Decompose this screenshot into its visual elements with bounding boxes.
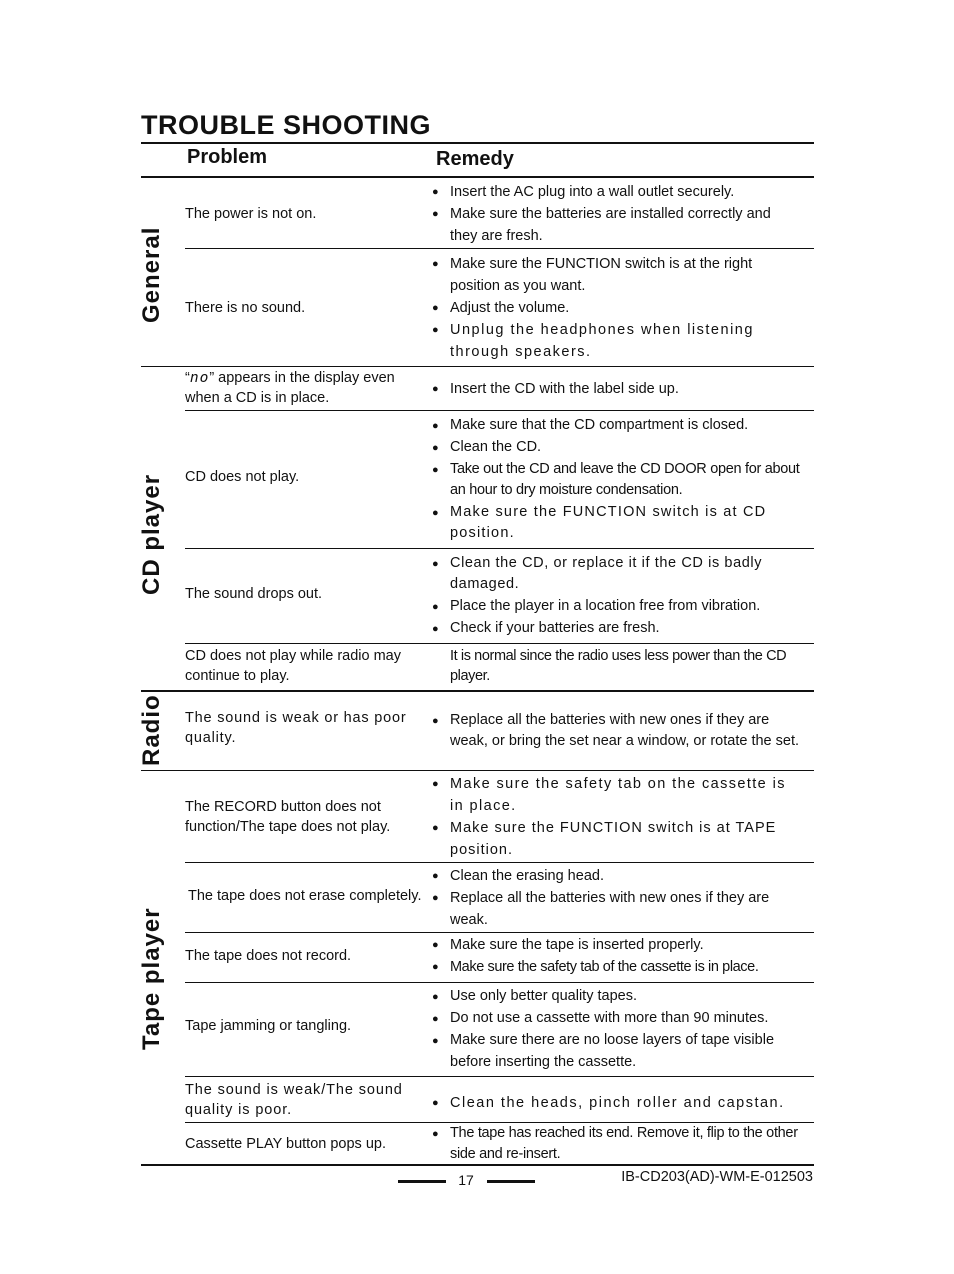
bullet-icon: ● [432,961,439,973]
problem-text: “no” appears in the display even when a CD is in place. [185,370,395,406]
remedy-item: ● Clean the heads, pinch roller and capstan. [432,1092,800,1114]
table-row-no-display [185,367,814,410]
remedy-list [432,179,800,248]
remedy-column-header: Remedy [436,148,514,170]
problem-column-header: Problem [187,146,268,168]
bullet-icon: ● [432,301,439,314]
bullet-icon: ● [432,557,439,570]
document-id: IB-CD203(AD)-WM-E-012503 [621,1169,813,1185]
bullet-icon: ● [432,419,439,432]
problem-text: The sound is weak/The sound quality is poor. [185,1081,403,1118]
remedy-item: ● Place the player in a location free from vibration. [432,596,800,618]
bullet-icon: ● [432,185,439,198]
problem-text: CD does not play while radio may continue to play. [185,648,401,684]
remedy-item: ● Make sure the FUNCTION switch is at CD position. [432,502,800,545]
remedy-list [432,644,800,688]
remedy-list [432,367,800,410]
problem-text: The RECORD button does not function/The tape does not play. [185,798,391,835]
bullet-icon: ● [432,1035,439,1047]
problem-text: CD does not play. [185,468,300,485]
problem-text: Cassette PLAY button pops up. [185,1135,386,1152]
remedy-list [432,1123,800,1164]
remedy-item: ● Take out the CD and leave the CD DOOR open for about an hour to dry moisture condensation. [432,459,800,502]
header-rule [141,176,814,178]
bullet-icon: ● [432,323,439,336]
bullet-icon: ● [432,257,439,270]
remedy-item: ● Make sure that the CD compartment is closed. [432,415,800,437]
bullet-icon: ● [432,207,439,220]
table-row-cd-vs-radio [185,644,814,690]
problem-text: The tape does not record. [185,948,352,964]
problem-text: The sound drops out. [185,586,323,602]
bullet-icon: ● [432,1127,439,1140]
table-row-no-sound [185,249,814,366]
bullet-icon: ● [432,777,439,790]
bullet-icon: ● [432,939,439,951]
title-rule [141,142,814,144]
section-label-radio: Radio [138,694,165,766]
remedy-list [432,249,800,366]
footer-rule-left [398,1180,446,1183]
remedy-item: ● Make sure the safety tab of the cassette is in place. [432,956,800,978]
remedy-item: ● Adjust the volume. [432,297,800,319]
table-row-radio-weak [185,692,814,770]
remedy-item: ● Check if your batteries are fresh. [432,618,800,640]
remedy-item: ● Make sure the safety tab on the cassette is in place. [432,773,800,817]
remedy-item: ● Insert the CD with the label side up. [432,378,800,400]
display-symbol: no [189,370,210,386]
remedy-item: ● Make sure there are no loose layers of tape visible before inserting the cassette. [432,1030,800,1073]
table-row-record-button [185,771,814,862]
remedy-item: ● Do not use a cassette with more than 90 minutes. [432,1008,800,1030]
bullet-icon: ● [432,715,439,727]
bullet-icon: ● [432,382,439,395]
table-row-play-pops-up [185,1123,814,1164]
problem-text: The sound is weak or has poor quality. [185,710,407,746]
remedy-item: ● Replace all the batteries with new ones if they are weak. [432,887,800,931]
table-row-power-not-on [185,179,814,248]
remedy-item: ● Clean the CD. [432,437,800,459]
remedy-item: ● Use only better quality tapes. [432,986,800,1008]
remedy-item: ● Clean the CD, or replace it if the CD is badly damaged. [432,553,800,596]
page-title: TROUBLE SHOOTING [141,110,431,140]
problem-text: There is no sound. [185,299,306,316]
footer-rule-right [487,1180,535,1183]
problem-text: The power is not on. [185,205,317,222]
table-row-not-record [185,933,814,982]
remedy-item: ● Replace all the batteries with new ones if they are weak, or bring the set near a window, or rotate the set. [432,710,800,752]
remedy-item: ● Make sure the tape is inserted properly. [432,934,800,956]
section-label-cd-player: CD player [138,473,165,595]
problem-text: Tape jamming or tangling. [185,1018,352,1034]
remedy-list [432,863,800,932]
bullet-icon: ● [432,869,439,882]
bullet-icon: ● [432,622,439,635]
table-row-cd-not-play [185,411,814,548]
remedy-item: ● Make sure the FUNCTION switch is at TAPE position. [432,817,800,861]
remedy-item: It is normal since the radio uses less power than the CD player. [450,648,787,684]
remedy-list [432,983,800,1076]
remedy-item: ● Unplug the headphones when listening through speakers. [432,319,800,363]
remedy-item: ● Make sure the batteries are installed correctly and they are fresh. [432,203,800,247]
bullet-icon: ● [432,506,439,519]
remedy-item: ● Insert the AC plug into a wall outlet securely. [432,181,800,203]
section-label-general: General [138,226,165,323]
bullet-icon: ● [432,821,439,834]
page-number: 17 [458,1172,474,1188]
bullet-icon: ● [432,463,439,476]
table-row-jamming [185,983,814,1076]
remedy-item: ● The tape has reached its end. Remove it, flip to the other side and re-insert. [432,1123,800,1165]
bullet-icon: ● [432,891,439,904]
table-row-not-erase [185,863,814,932]
bullet-icon: ● [432,1097,439,1109]
bullet-icon: ● [432,441,439,454]
bullet-icon: ● [432,600,439,613]
section-label-tape-player: Tape player [138,907,165,1050]
remedy-list [432,411,800,548]
problem-text: The tape does not erase completely. [188,888,422,904]
bullet-icon: ● [432,991,439,1003]
remedy-item: ● Clean the erasing head. [432,865,800,887]
bullet-icon: ● [432,1013,439,1025]
remedy-list [432,549,800,643]
table-row-sound-drops-out [185,549,814,643]
table-row-tape-weak [185,1077,814,1122]
remedy-list [432,692,800,770]
remedy-list [432,933,800,979]
remedy-list [432,1077,800,1129]
remedy-list [432,771,800,862]
remedy-item: ● Make sure the FUNCTION switch is at the right position as you want. [432,253,800,297]
